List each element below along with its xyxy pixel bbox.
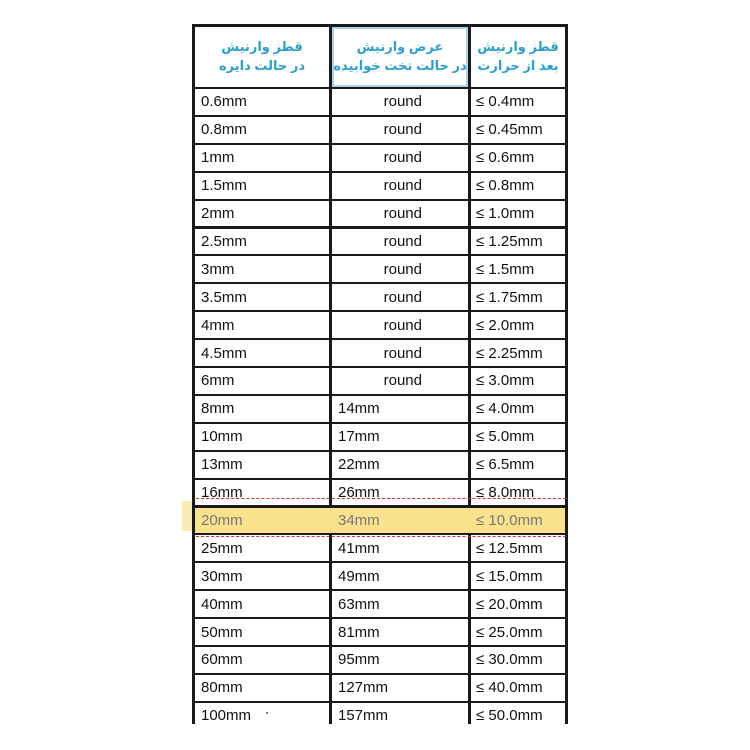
cell-flat-width: round bbox=[332, 201, 468, 227]
cell-after-heat: ≤ 50.0mm bbox=[471, 703, 565, 729]
cell-after-heat: ≤ 2.25mm bbox=[471, 340, 565, 366]
cell-round-diameter: 2mm bbox=[195, 201, 329, 227]
header-after-heat-line2: بعد از حرارت bbox=[477, 58, 559, 73]
cell-flat-width: round bbox=[332, 340, 468, 366]
cell-flat-width: 26mm bbox=[332, 480, 468, 506]
cell-after-heat: ≤ 10.0mm bbox=[476, 511, 543, 529]
header-flat-width bbox=[332, 27, 468, 87]
sleeving-size-table bbox=[192, 24, 568, 724]
stray-dot bbox=[266, 712, 268, 714]
cell-flat-width: 49mm bbox=[332, 563, 468, 589]
cell-round-diameter: 2.5mm bbox=[195, 229, 329, 255]
cell-round-diameter: 10mm bbox=[195, 424, 329, 450]
cell-flat-width: round bbox=[332, 89, 468, 115]
header-round-diameter bbox=[195, 27, 329, 87]
header-round-diameter-line1: قطر وارنیش bbox=[221, 39, 303, 55]
cell-round-diameter: 3.5mm bbox=[195, 284, 329, 310]
header-after-heat bbox=[471, 27, 565, 87]
cell-flat-width: round bbox=[332, 256, 468, 282]
cell-flat-width: 81mm bbox=[332, 619, 468, 645]
cell-flat-width: 95mm bbox=[332, 647, 468, 673]
cell-flat-width: round bbox=[332, 312, 468, 338]
cell-after-heat: ≤ 12.5mm bbox=[471, 535, 565, 561]
cell-flat-width: round bbox=[332, 229, 468, 255]
cell-after-heat: ≤ 25.0mm bbox=[471, 619, 565, 645]
cell-after-heat: ≤ 40.0mm bbox=[471, 675, 565, 701]
cell-round-diameter: 1.5mm bbox=[195, 173, 329, 199]
cell-round-diameter: 100mm bbox=[195, 703, 329, 729]
highlight-bottom-dashed-line bbox=[196, 536, 566, 537]
cell-round-diameter: 4.5mm bbox=[195, 340, 329, 366]
cell-round-diameter: 8mm bbox=[195, 396, 329, 422]
cell-flat-width: 14mm bbox=[332, 396, 468, 422]
cell-flat-width: 41mm bbox=[332, 535, 468, 561]
cell-flat-width: 127mm bbox=[332, 675, 468, 701]
cell-after-heat: ≤ 20.0mm bbox=[471, 591, 565, 617]
header-flat-width-line1: عرض وارنیش bbox=[356, 39, 444, 55]
cell-after-heat: ≤ 6.5mm bbox=[471, 452, 565, 478]
cell-after-heat: ≤ 3.0mm bbox=[471, 368, 565, 394]
cell-round-diameter: 3mm bbox=[195, 256, 329, 282]
cell-round-diameter: 20mm bbox=[201, 511, 243, 529]
cell-flat-width: round bbox=[332, 117, 468, 143]
cell-flat-width: round bbox=[332, 173, 468, 199]
cell-round-diameter: 1mm bbox=[195, 145, 329, 171]
cell-after-heat: ≤ 30.0mm bbox=[471, 647, 565, 673]
header-after-heat-line1: قطر وارنیش bbox=[477, 39, 559, 55]
cell-after-heat: ≤ 1.25mm bbox=[471, 229, 565, 255]
cell-after-heat: ≤ 1.0mm bbox=[471, 201, 565, 227]
cell-after-heat: ≤ 4.0mm bbox=[471, 396, 565, 422]
cell-after-heat: ≤ 0.6mm bbox=[471, 145, 565, 171]
cell-flat-width: 17mm bbox=[332, 424, 468, 450]
cell-round-diameter: 0.8mm bbox=[195, 117, 329, 143]
cell-after-heat: ≤ 15.0mm bbox=[471, 563, 565, 589]
cell-after-heat: ≤ 0.4mm bbox=[471, 89, 565, 115]
cell-flat-width: 157mm bbox=[332, 703, 468, 729]
cell-flat-width: 63mm bbox=[332, 591, 468, 617]
cell-round-diameter: 4mm bbox=[195, 312, 329, 338]
cell-after-heat: ≤ 8.0mm bbox=[471, 480, 565, 506]
header-flat-width-line2: در حالت تخت خوابیده bbox=[333, 58, 467, 73]
cell-round-diameter: 0.6mm bbox=[195, 89, 329, 115]
cell-after-heat: ≤ 5.0mm bbox=[471, 424, 565, 450]
cell-round-diameter: 50mm bbox=[195, 619, 329, 645]
cell-flat-width: round bbox=[332, 284, 468, 310]
header-round-diameter-line2: در حالت دایره bbox=[218, 58, 306, 73]
cell-flat-width: round bbox=[332, 368, 468, 394]
cell-after-heat: ≤ 1.75mm bbox=[471, 284, 565, 310]
cell-after-heat: ≤ 2.0mm bbox=[471, 312, 565, 338]
cell-flat-width: 22mm bbox=[332, 452, 468, 478]
cell-flat-width: 34mm bbox=[338, 511, 380, 529]
cell-round-diameter: 6mm bbox=[195, 368, 329, 394]
cell-round-diameter: 40mm bbox=[195, 591, 329, 617]
highlight-top-dashed-line bbox=[196, 498, 566, 499]
cell-flat-width: round bbox=[332, 145, 468, 171]
cell-after-heat: ≤ 0.45mm bbox=[471, 117, 565, 143]
cell-after-heat: ≤ 1.5mm bbox=[471, 256, 565, 282]
cell-round-diameter: 60mm bbox=[195, 647, 329, 673]
cell-after-heat: ≤ 0.8mm bbox=[471, 173, 565, 199]
cell-round-diameter: 16mm bbox=[195, 480, 329, 506]
cell-round-diameter: 13mm bbox=[195, 452, 329, 478]
cell-round-diameter: 80mm bbox=[195, 675, 329, 701]
cell-round-diameter: 30mm bbox=[195, 563, 329, 589]
cell-round-diameter: 25mm bbox=[195, 535, 329, 561]
